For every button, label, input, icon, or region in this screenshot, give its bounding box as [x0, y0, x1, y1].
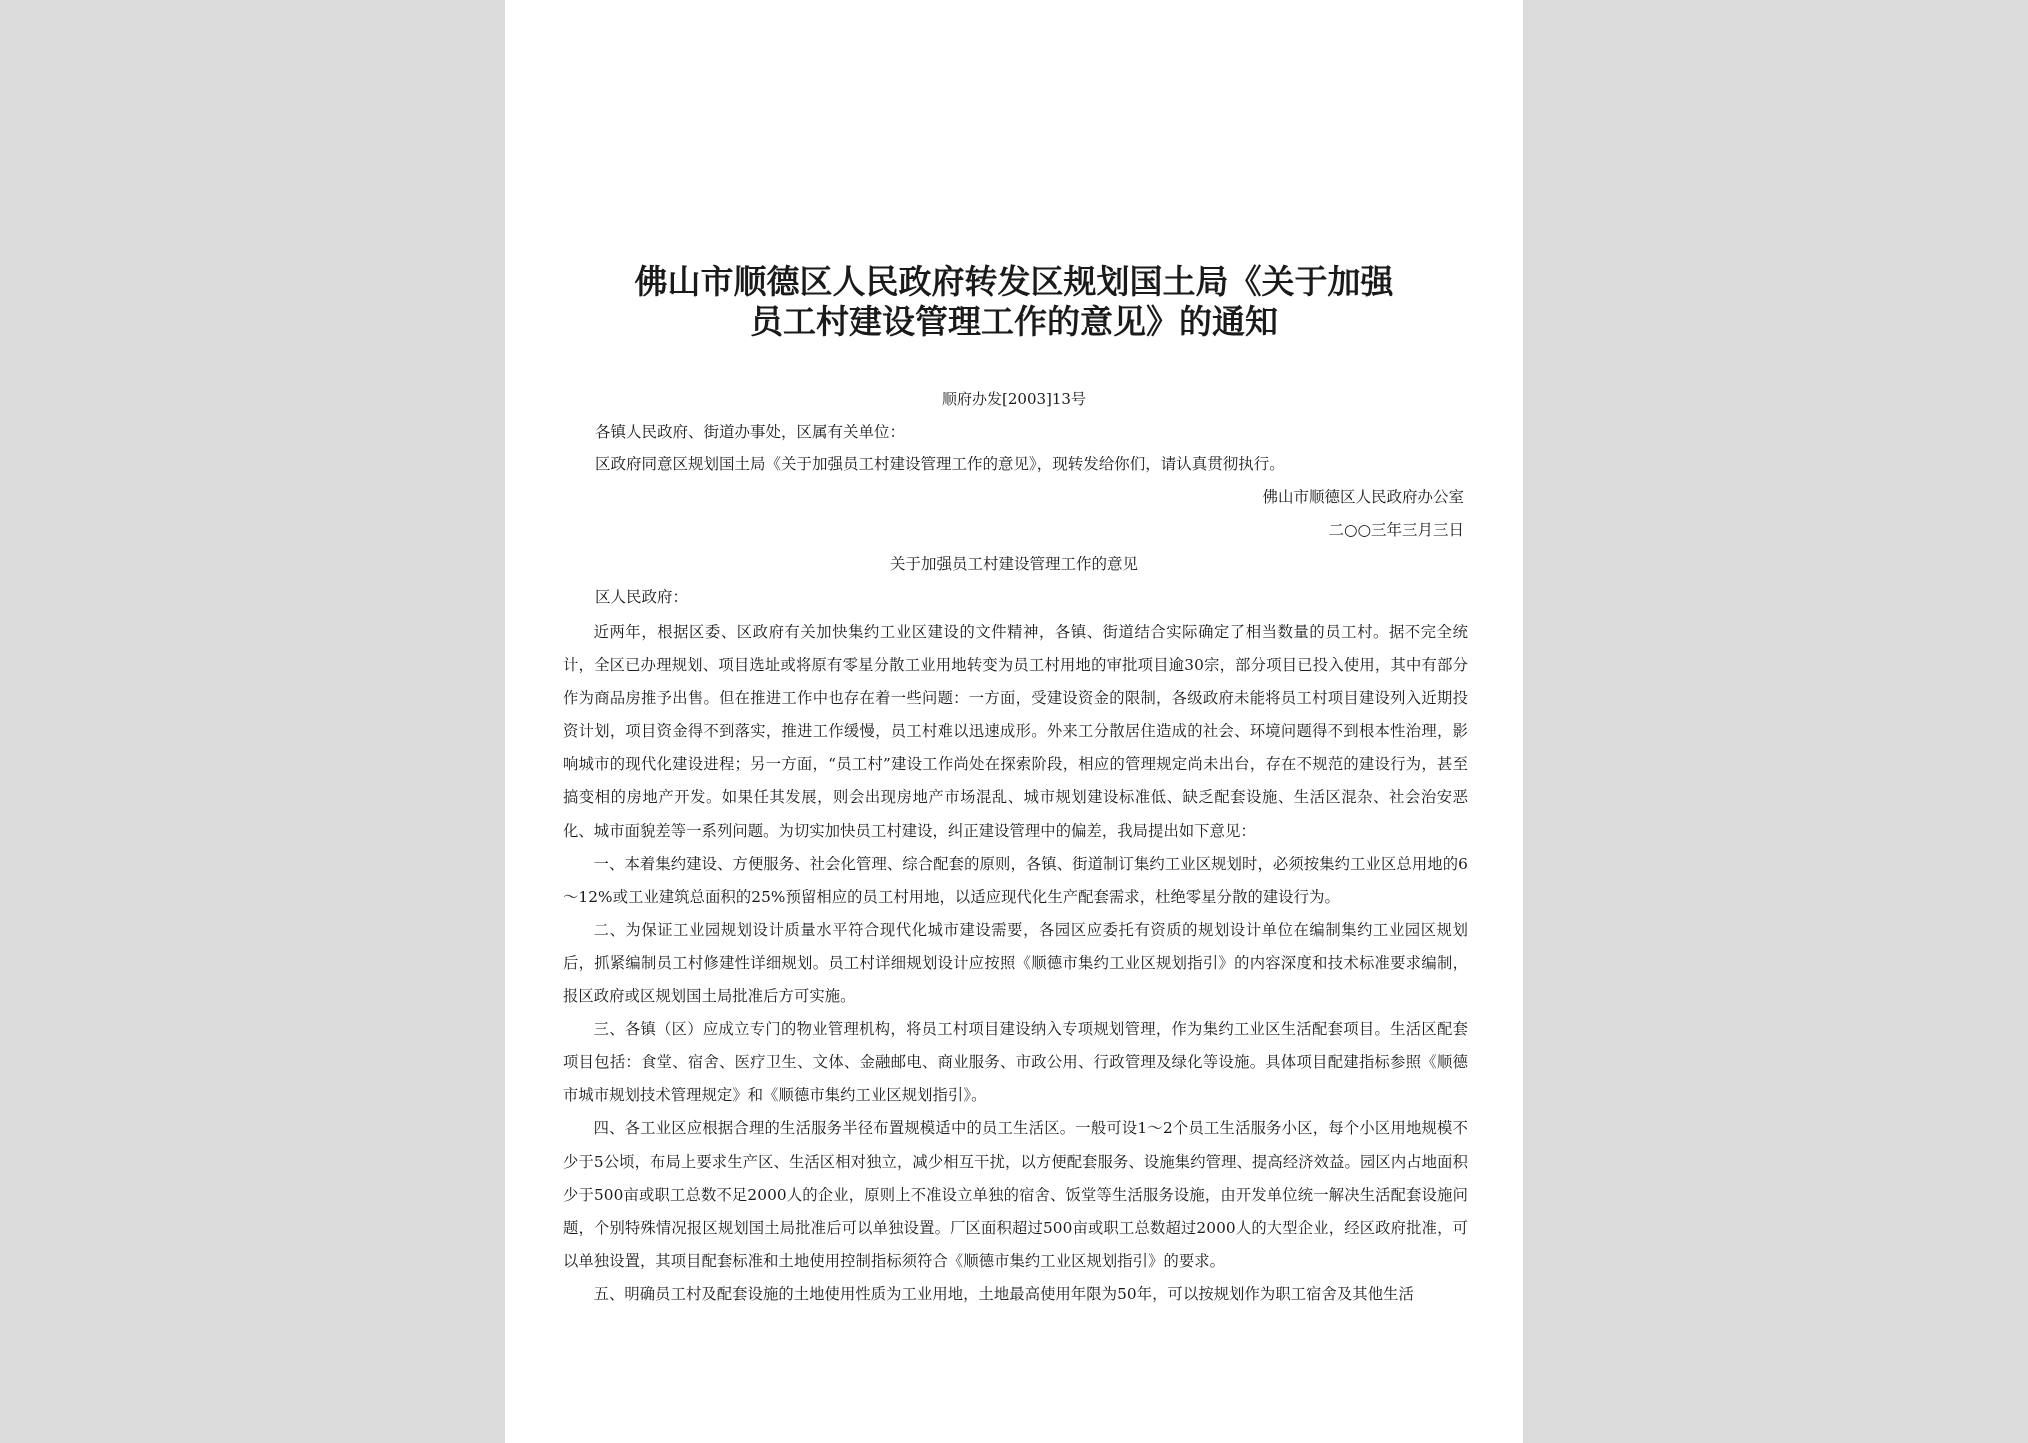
notice-addressee: 各镇人民政府、街道办事处，区属有关单位：	[595, 423, 906, 441]
forward-text: 区政府同意区规划国土局《关于加强员工村建设管理工作的意见》，现转发给你们，请认真贯彻执行。	[595, 455, 1285, 473]
paragraph-3: 三、各镇（区）应成立专门的物业管理机构，将员工村项目建设纳入专项规划管理，作为集约工业区生活配套项目。生活区配套项目包括：食堂、宿舍、医疗卫生、文体、金融邮电、商业服务、市政公用、行政管理及绿化等设施。具体项目配建指标参照《顺德市城市规划技术管理规定》和《顺德市集约工业区规划指引》。	[563, 1020, 1468, 1105]
title-line-2: 员工村建设管理工作的意见》的通知	[750, 302, 1278, 341]
paragraph-intro: 近两年，根据区委、区政府有关加快集约工业区建设的文件精神，各镇、街道结合实际确定了相当数量的员工村。据不完全统计，全区已办理规划、项目选址或将原有零星分散工业用地转变为员工村用地的审批项目逾30宗，部分项目已投入使用，其中有部分作为商品房推予出售。但在推进工作中也存在着一些问题：一方面，受建设资金的限制，各级政府未能将员工村项目建设列入近期投资计划，项目资金得不到落实，推进工作缓慢，员工村难以迅速成形。外来工分散居住造成的社会、环境问题得不到根本性治理，影响城市的现代化建设进程；另一方面，“员工村”建设工作尚处在探索阶段，相应的管理规定尚未出台，存在不规范的建设行为，甚至搞变相的房地产开发。如果任其发展，则会出现房地产市场混乱、城市规划建设标准低、缺乏配套设施、生活区混杂、社会治安恶化、城市面貌差等一系列问题。为切实加快员工村建设，纠正建设管理中的偏差，我局提出如下意见：	[563, 623, 1468, 840]
opinion-title: 关于加强员工村建设管理工作的意见	[889, 555, 1138, 573]
opinion-addressee: 区人民政府：	[595, 588, 689, 606]
paragraph-1: 一、本着集约建设、方便服务、社会化管理、综合配套的原则，各镇、街道制订集约工业区规划时，必须按集约工业区总用地的6～12%或工业建筑总面积的25%预留相应的员工村用地，以适应现代化生产配套需求，杜绝零星分散的建设行为。	[563, 854, 1468, 906]
opinion-body	[563, 616, 1468, 1311]
title-line-1: 佛山市顺德区人民政府转发区规划国土局《关于加强	[634, 262, 1394, 301]
paragraph-2: 二、为保证工业园规划设计质量水平符合现代化城市建设需要，各园区应委托有资质的规划设计单位在编制集约工业园区规划后，抓紧编制员工村修建性详细规划。员工村详细规划设计应按照《顺德市集约工业区规划指引》的内容深度和技术标准要求编制，报区政府或区规划国土局批准后方可实施。	[563, 920, 1468, 1006]
signature-organization: 佛山市顺德区人民政府办公室	[1262, 488, 1464, 506]
document-page	[505, 0, 1523, 1443]
signature-date: 二○○三年三月三日	[1328, 521, 1464, 539]
document-title	[585, 262, 1443, 342]
paragraph-4: 四、各工业区应根据合理的生活服务半径布置规模适中的员工生活区。一般可设1～2个员工生活服务小区，每个小区用地规模不少于5公顷，布局上要求生产区、生活区相对独立，减少相互干扰，以方便配套服务、设施集约管理、提高经济效益。园区内占地面积少于500亩或职工总数不足2000人的企业，原则上不准设立单独的宿舍、饭堂等生活服务设施，由开发单位统一解决生活配套设施问题，个别特殊情况报区规划国土局批准后可以单独设置。厂区面积超过500亩或职工总数超过2000人的大型企业，经区政府批准，可以单独设置，其项目配套标准和土地使用控制指标须符合《顺德市集约工业区规划指引》的要求。	[563, 1119, 1468, 1270]
document-number: 顺府办发[2003]13号	[942, 390, 1086, 408]
paragraph-5: 五、明确员工村及配套设施的土地使用性质为工业用地，土地最高使用年限为50年，可以按规划作为职工宿舍及其他生活	[593, 1284, 1414, 1303]
